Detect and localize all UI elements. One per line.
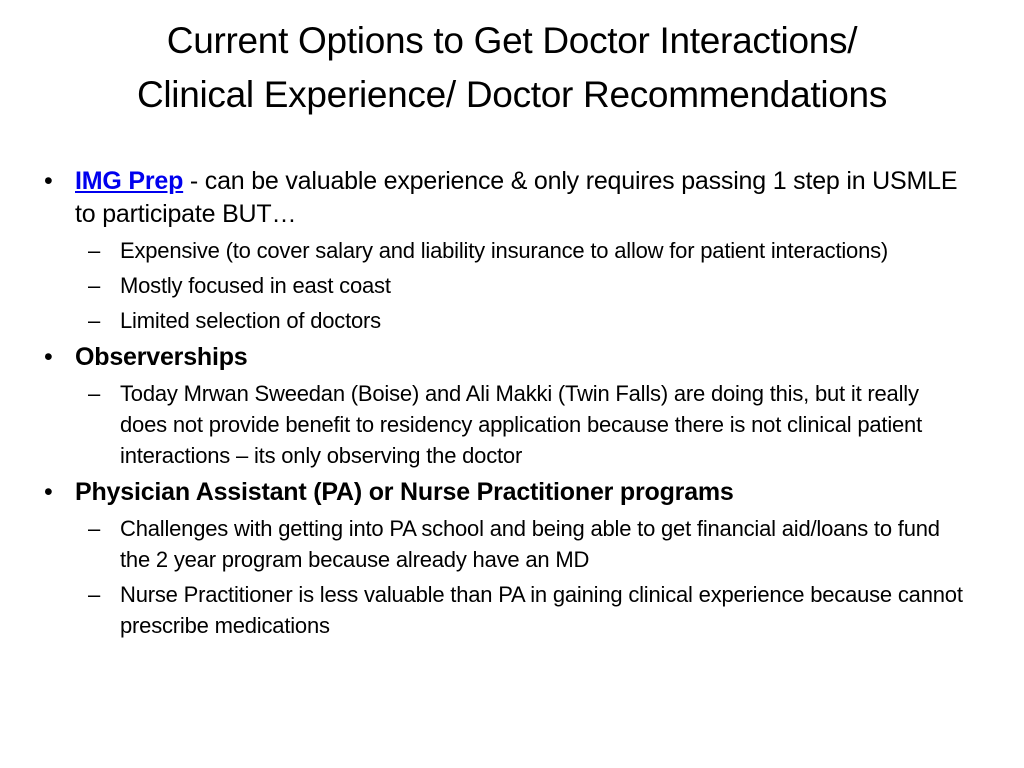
img-prep-text: - can be valuable experience & only requires passing 1 step in USMLE to participate BUT… bbox=[75, 167, 958, 228]
dash-glyph: – bbox=[88, 516, 101, 541]
img-prep-link[interactable]: IMG Prep bbox=[75, 167, 184, 195]
title-line-2: Clinical Experience/ Doctor Recommendations bbox=[136, 74, 888, 115]
dash-glyph: – bbox=[88, 273, 101, 298]
bullet-item-pa-np-programs bbox=[0, 476, 1024, 509]
pa-np-heading: Physician Assistant (PA) or Nurse Practitioner programs bbox=[75, 478, 734, 506]
bullet-list bbox=[0, 165, 1024, 641]
bullet-item-observerships bbox=[0, 341, 1024, 374]
sub-item-text: Challenges with getting into PA school and being able to get financial aid/loans to fund the 2 year program because already have an MD bbox=[120, 516, 940, 572]
slide-title bbox=[40, 14, 984, 122]
sub-item-text: Today Mrwan Sweedan (Boise) and Ali Makki (Twin Falls) are doing this, but it really does not provide benefit to residency application because there is not clinical patient interactions – its only observing the doctor bbox=[120, 381, 923, 468]
sub-item-text: Expensive (to cover salary and liability insurance to allow for patient interactions) bbox=[120, 238, 889, 263]
bullet-glyph: • bbox=[44, 478, 53, 506]
observerships-heading: Observerships bbox=[75, 343, 248, 371]
sub-item-east-coast bbox=[0, 270, 1024, 301]
sub-item-expensive bbox=[0, 235, 1024, 266]
bullet-glyph: • bbox=[44, 343, 53, 371]
dash-glyph: – bbox=[88, 381, 101, 406]
sub-item-text: Nurse Practitioner is less valuable than PA in gaining clinical experience because cannot prescribe medications bbox=[120, 582, 963, 638]
sub-item-observerships-detail bbox=[0, 378, 1024, 471]
title-line-1: Current Options to Get Doctor Interactions/ bbox=[166, 20, 858, 61]
sub-item-text: Mostly focused in east coast bbox=[120, 273, 391, 298]
sub-item-np-value bbox=[0, 579, 1024, 641]
sub-item-limited-selection bbox=[0, 305, 1024, 336]
sub-item-pa-challenges bbox=[0, 513, 1024, 575]
bullet-item-img-prep bbox=[0, 165, 1024, 231]
bullet-glyph: • bbox=[44, 167, 53, 195]
dash-glyph: – bbox=[88, 582, 101, 607]
dash-glyph: – bbox=[88, 238, 101, 263]
dash-glyph: – bbox=[88, 308, 101, 333]
sub-item-text: Limited selection of doctors bbox=[120, 308, 381, 333]
